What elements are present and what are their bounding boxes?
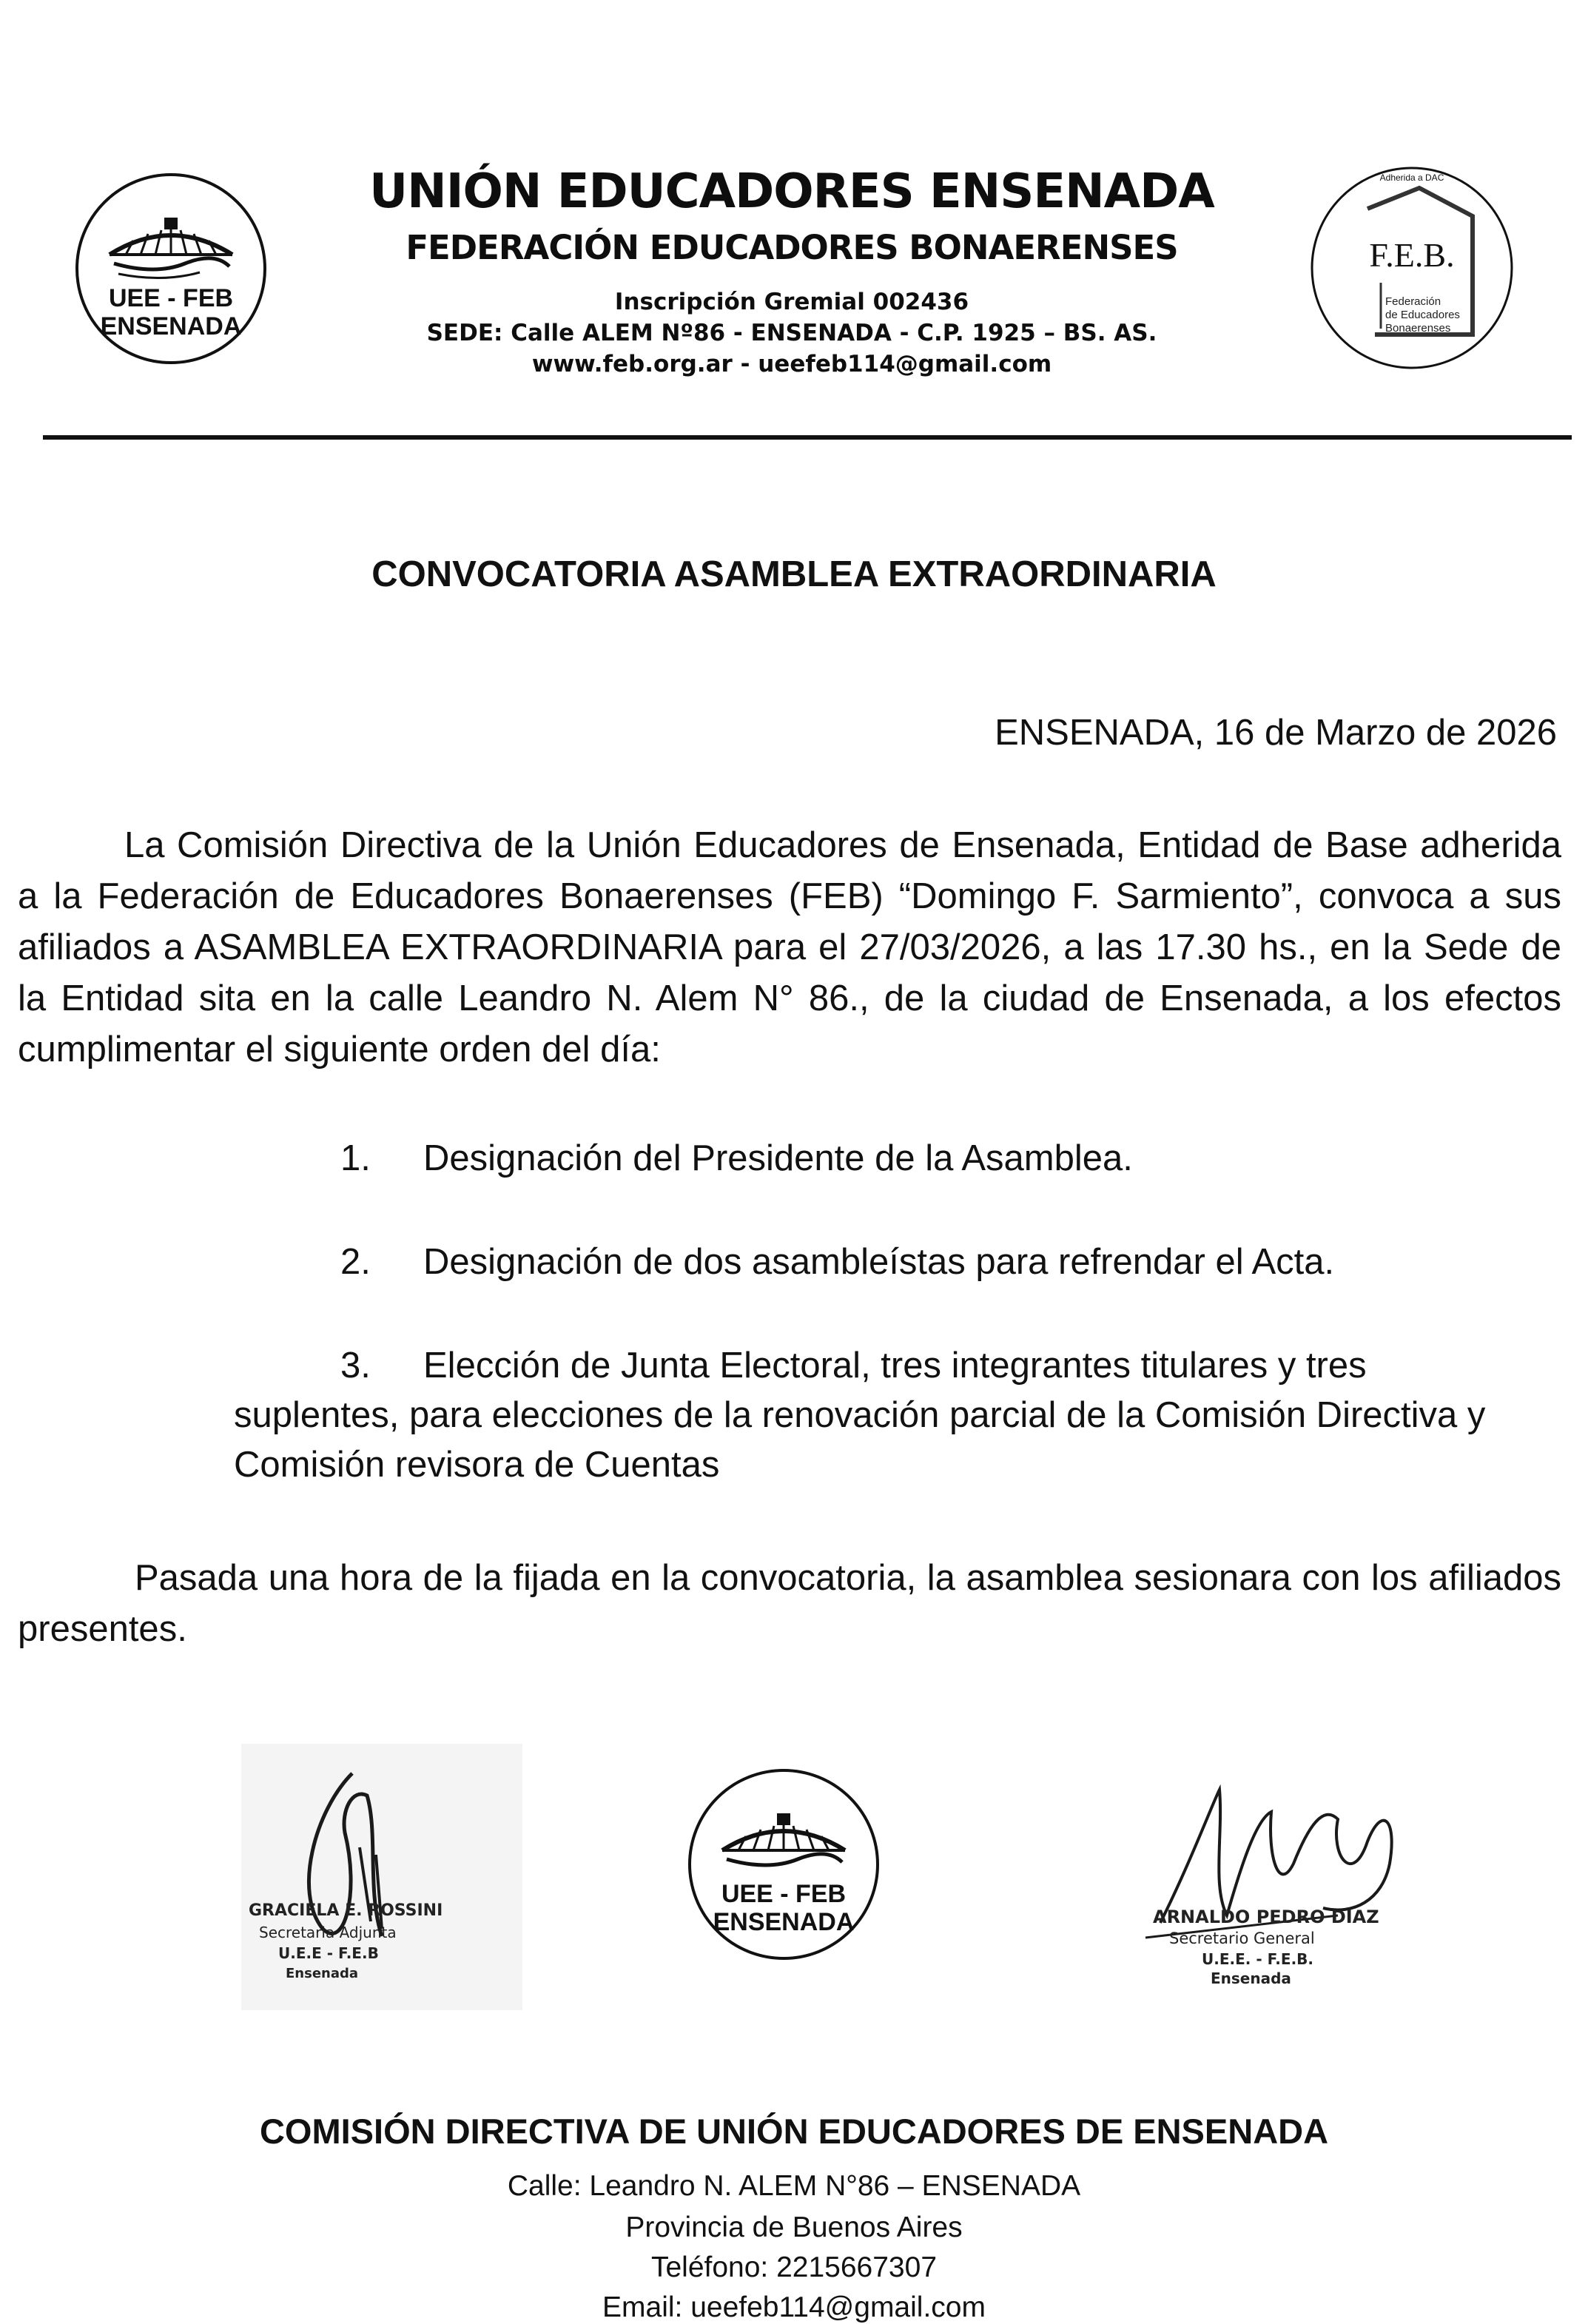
svg-text:Ensenada: Ensenada (1211, 1969, 1291, 1987)
svg-text:U.E.E - F.E.B: U.E.E - F.E.B (278, 1944, 379, 1962)
svg-text:Secretario General: Secretario General (1169, 1930, 1315, 1947)
header-divider (43, 435, 1572, 440)
svg-text:UEE - FEB: UEE - FEB (721, 1880, 847, 1908)
svg-text:F.E.B.: F.E.B. (1369, 236, 1455, 274)
svg-text:UEE - FEB: UEE - FEB (108, 284, 234, 312)
agenda-text: Elección de Junta Electoral, tres integrantes titulares y tres (423, 1346, 1367, 1386)
footer-email: Email: ueefeb114@gmail.com (602, 2291, 986, 2323)
date-line: ENSENADA, 16 de Marzo de 2026 (995, 713, 1557, 753)
footer-title: COMISIÓN DIRECTIVA DE UNIÓN EDUCADORES DE ENSENADA (259, 2112, 1329, 2151)
web-email-line: www.feb.org.ar - ueefeb114@gmail.com (531, 351, 1052, 377)
svg-text:de Educadores: de Educadores (1385, 309, 1460, 321)
footer-address: Calle: Leandro N. ALEM N°86 – ENSENADA (507, 2170, 1081, 2202)
signature-right (1131, 1775, 1456, 2004)
document-title: CONVOCATORIA ASAMBLEA EXTRAORDINARIA (371, 554, 1217, 594)
footer-province: Provincia de Buenos Aires (625, 2212, 963, 2243)
svg-text:U.E.E. - F.E.B.: U.E.E. - F.E.B. (1202, 1950, 1314, 1968)
agenda-text: Designación de dos asambleístas para refrendar el Acta. (423, 1242, 1335, 1282)
svg-text:GRACIELA E. ROSSINI: GRACIELA E. ROSSINI (249, 1901, 443, 1920)
agenda-item-continuation: suplentes, para elecciones de la renovación parcial de la Comisión Directiva y Comisión revisora de Cuentas (234, 1395, 1486, 1485)
uee-feb-logo (74, 172, 268, 366)
svg-text:Adherida a DAC: Adherida a DAC (1379, 172, 1444, 183)
convocation-text: La Comisión Directiva de la Unión Educadores de Ensenada, Entidad de Base adherida a la Federación de Educadores Bonaerenses (FEB) “Domingo F. Sarmiento”, convoca a sus afiliados a ASAMBLEA EXTRAORDINARIA para el 27/03/2026, a las 17.30 hs., en la Sede de la Entidad sita en la calle Leandro N. Alem N° 86., de la ciudad de Ensenada, a los efectos cumplimentar el siguiente orden del día: (18, 825, 1561, 1069)
federation-subtitle: FEDERACIÓN EDUCADORES BONAERENSES (406, 228, 1178, 267)
agenda-number: 2. (340, 1242, 371, 1282)
agenda-number: 3. (340, 1346, 371, 1386)
seal-stamp (687, 1767, 881, 1961)
closing-text: Pasada una hora de la fijada en la convocatoria, la asamblea sesionara con los afiliados presentes. (18, 1558, 1561, 1649)
svg-text:Bonaerenses: Bonaerenses (1385, 322, 1451, 335)
svg-text:Secretaria Adjunta: Secretaria Adjunta (259, 1924, 397, 1941)
organization-title: UNIÓN EDUCADORES ENSENADA (369, 164, 1214, 219)
agenda-number: 1. (340, 1138, 371, 1178)
svg-text:Ensenada: Ensenada (286, 1966, 359, 1981)
registration-line: Inscripción Gremial 002436 (614, 289, 969, 315)
svg-text:ENSENADA: ENSENADA (713, 1908, 855, 1936)
address-line: SEDE: Calle ALEM Nº86 - ENSENADA - C.P. 1925 – BS. AS. (426, 320, 1157, 346)
closing-paragraph (18, 1553, 1561, 1655)
svg-text:ENSENADA: ENSENADA (100, 312, 242, 340)
agenda-text: Designación del Presidente de la Asamblea. (423, 1138, 1133, 1178)
svg-text:ARNALDO PEDRO DIAZ: ARNALDO PEDRO DIAZ (1153, 1907, 1379, 1927)
signature-left (241, 1744, 522, 2010)
feb-logo (1308, 164, 1515, 372)
svg-text:Federación: Federación (1385, 295, 1441, 308)
convocation-paragraph (18, 820, 1561, 1075)
footer-phone: Teléfono: 2215667307 (650, 2251, 938, 2283)
